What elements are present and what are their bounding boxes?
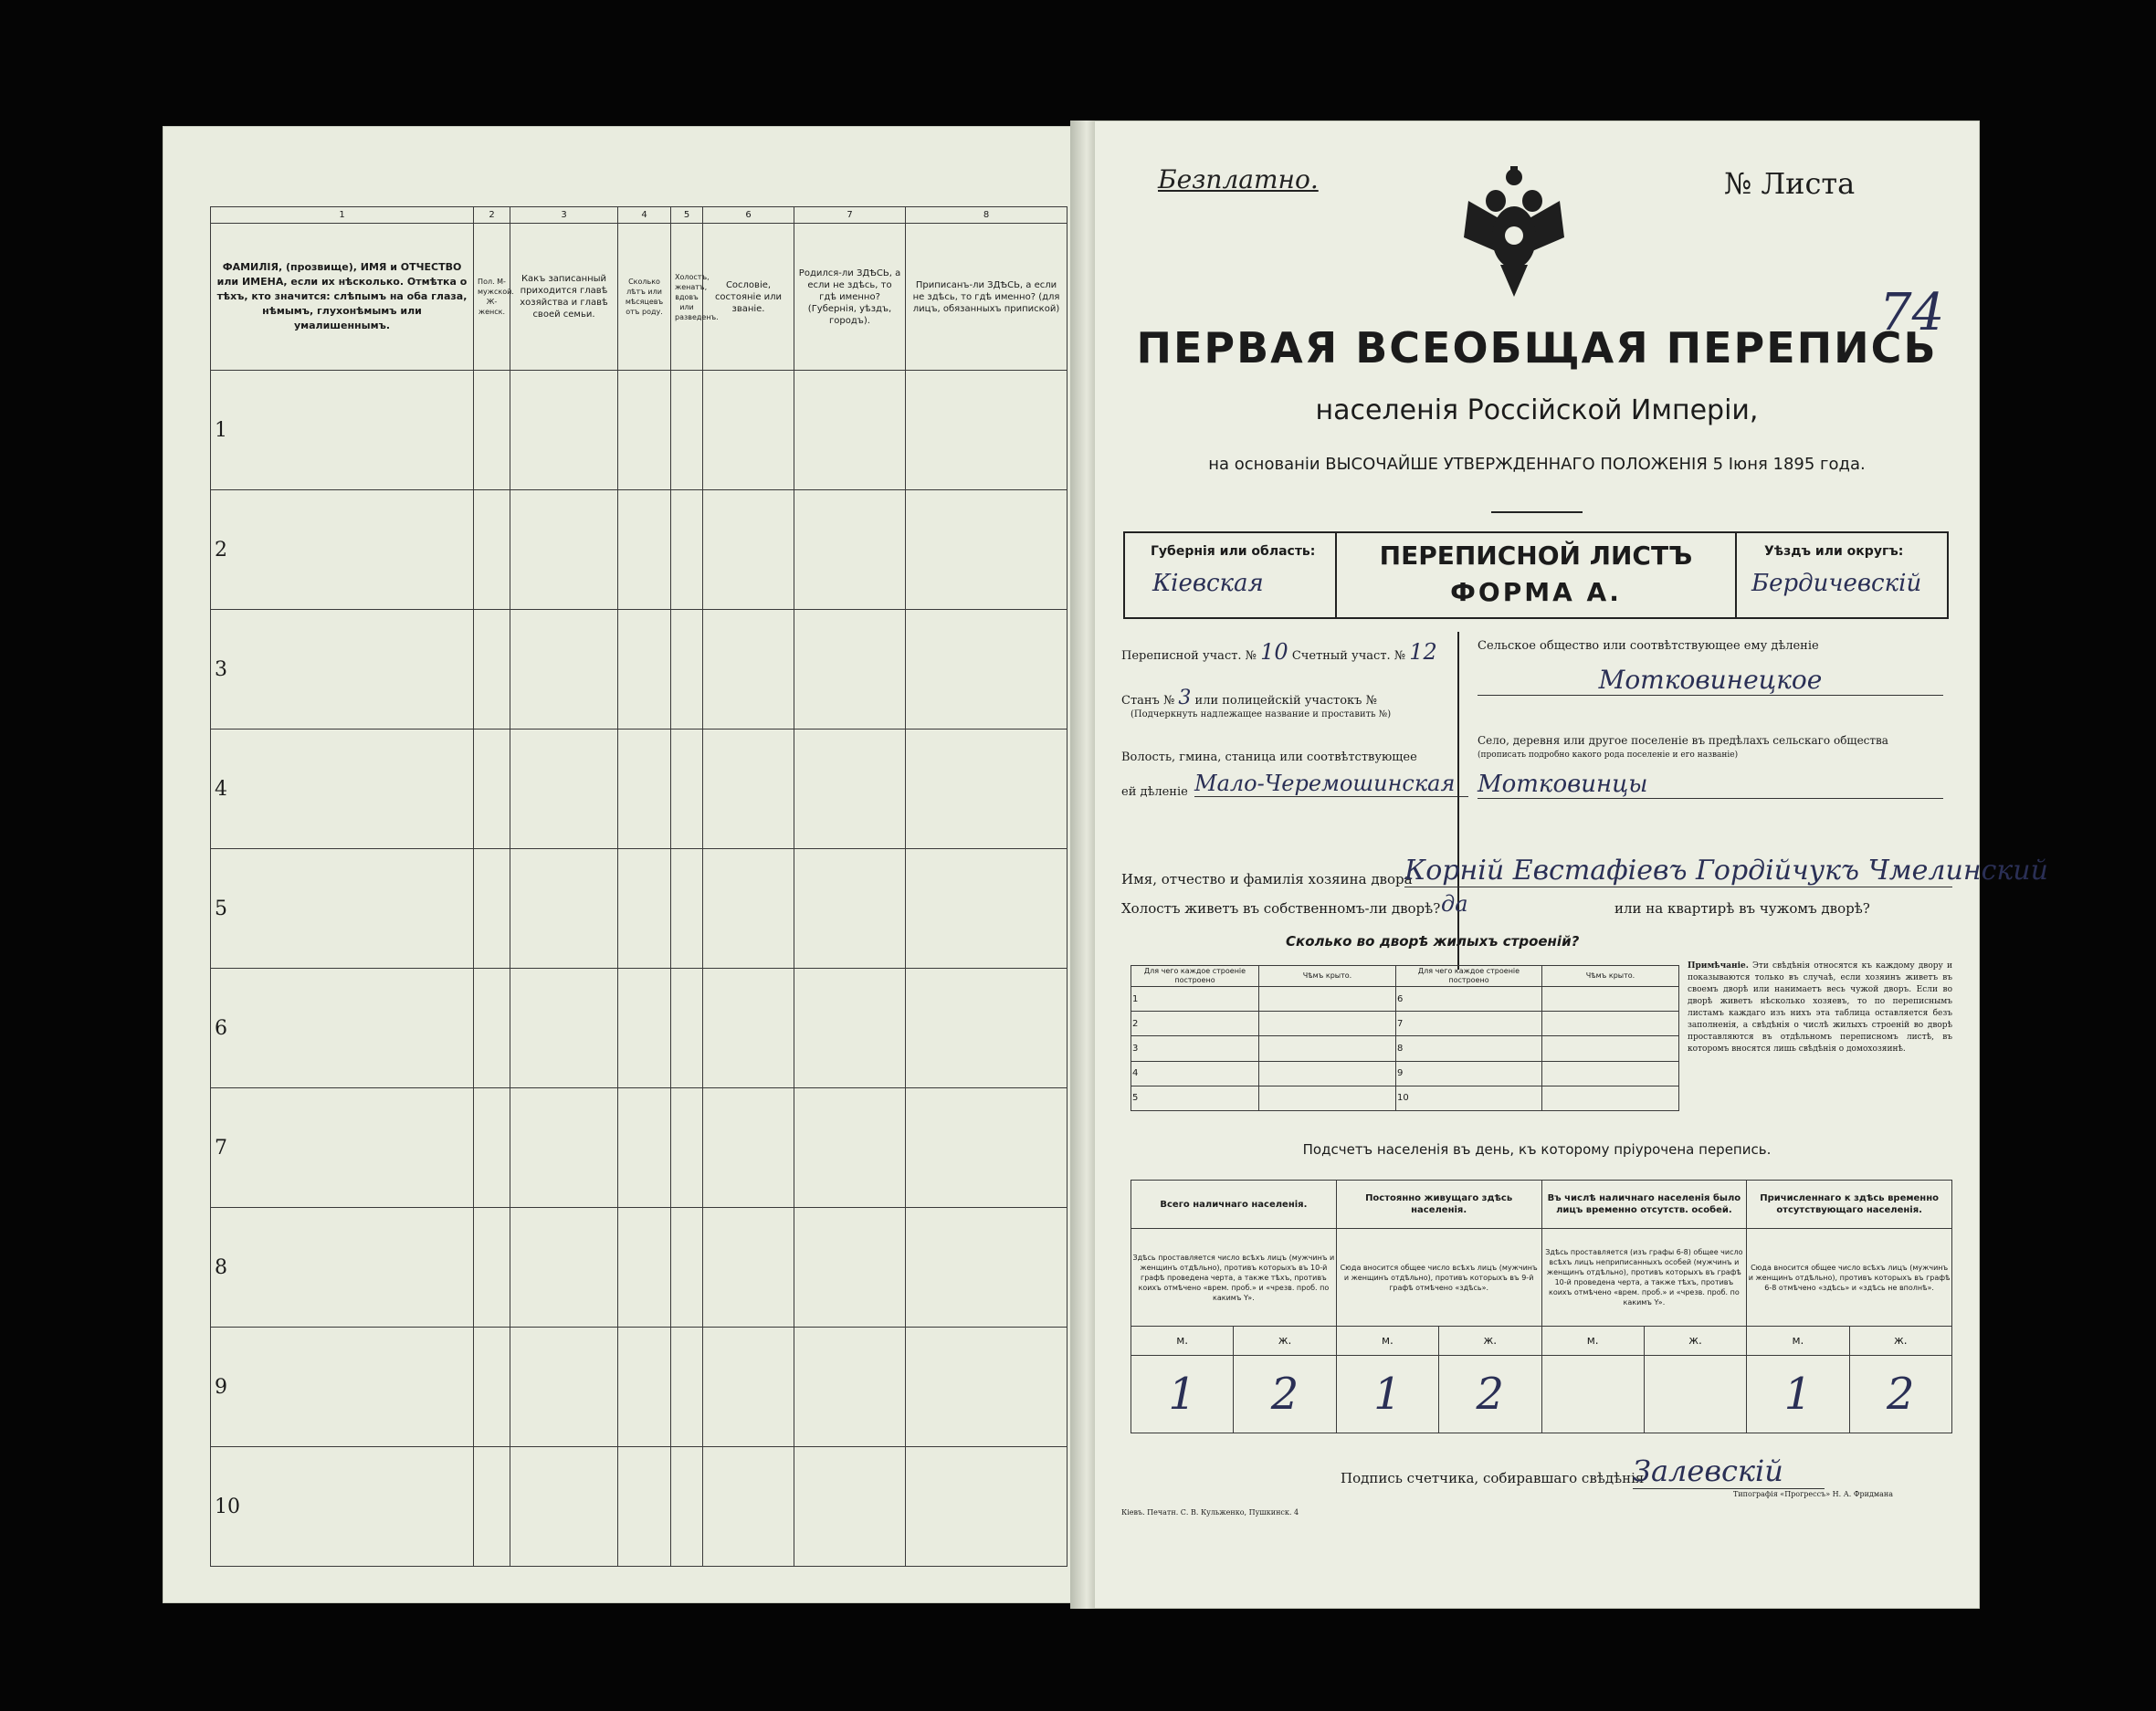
sheet-number-label: № Листа [1724,166,1856,201]
record-cell [794,1208,906,1328]
buildings-table [1131,965,1679,1111]
record-cell [510,1447,618,1567]
record-cell [474,1208,510,1328]
record-cell [510,1088,618,1208]
district-value: Бердичевскій [1751,570,1922,597]
count-value: 2 [1234,1355,1336,1433]
record-cell [618,1328,671,1447]
count-note: Сюда вносится общее число всѣхъ лицъ (мужчинъ и женщинъ отдѣльно), противъ которыхъ въ графѣ 6-8 отмѣчено «здѣсь» и «здѣсь не вполнѣ». [1747,1229,1952,1327]
building-number: 4 [1131,1061,1259,1086]
record-cell [703,1088,794,1208]
building-number: 9 [1396,1061,1542,1086]
police-note: (Подчеркнуть надлежащее название и проставить №) [1131,709,1392,719]
record-cell [671,730,703,849]
box-divider [1735,533,1737,617]
record-cell [618,730,671,849]
buildings-header-row [1131,966,1679,987]
record-cell [510,490,618,610]
record-cell [671,1447,703,1567]
row-number: 7 [211,1088,474,1208]
record-row [211,1088,1067,1208]
record-cell [618,490,671,610]
record-cell [474,490,510,610]
record-cell [474,610,510,730]
census-record-table [210,206,1067,1567]
record-cell [906,371,1067,490]
record-row [211,1208,1067,1328]
note-text: Эти свѣдѣнія относятся къ каждому двору и показываются только въ случаѣ, если хозяинъ живетъ въ своемъ дворѣ или нанимаетъ весь чужой дворъ. Если во дворѣ живетъ нѣсколько хозяевъ, то по переписнымъ листамъ каждаго изъ нихъ эта таблица оставляется безъ заполненія, а свѣдѣнія о числѣ жилыхъ строеній во дворѣ проставляются въ отдѣльномъ переписномъ листѣ, въ которомъ вносятся лишь свѣдѣнія о домохозяинѣ. [1688,961,1952,1054]
record-cell [474,371,510,490]
record-row [211,1328,1067,1447]
record-cell [906,610,1067,730]
camp-label: Станъ № [1121,694,1175,708]
buildings-row [1131,1012,1679,1036]
record-cell [618,1447,671,1567]
record-cell [794,969,906,1088]
record-row [211,371,1067,490]
row-number: 2 [211,490,474,610]
building-number: 8 [1396,1036,1542,1061]
village-value: Мотковинцы [1478,771,1943,799]
record-cell [618,1208,671,1328]
form-title: ПЕРЕПИСНОЙ ЛИСТЪ [1379,541,1693,571]
record-row [211,610,1067,730]
sex-label: ж. [1439,1326,1541,1355]
record-cell [510,1208,618,1328]
buildings-col-header: Для чего каждое строеніе построено [1131,966,1259,987]
count-value [1541,1355,1644,1433]
count-note-row [1131,1229,1952,1327]
record-cell [618,610,671,730]
header-box [1123,531,1949,619]
record-cell [794,1447,906,1567]
count-header: Въ числѣ наличнаго населенія было лицъ временно отсутств. особей. [1541,1181,1747,1229]
buildings-col-header: Чѣмъ крыто. [1542,966,1679,987]
counting-area-label: Счетный участ. № [1291,649,1406,663]
sex-label: ж. [1849,1326,1951,1355]
building-number: 7 [1396,1012,1542,1036]
record-row [211,1447,1067,1567]
record-rows [211,371,1067,1567]
count-value [1644,1355,1746,1433]
owner-label: Имя, отчество и фамилія хозяина двора [1121,871,1413,887]
record-cell [906,969,1067,1088]
sex-label: ж. [1644,1326,1746,1355]
count-header: Постоянно живущаго здѣсь населенія. [1336,1181,1541,1229]
count-title: Подсчетъ населенія въ день, къ которому пріурочена перепись. [1302,1141,1772,1158]
record-cell [703,490,794,610]
row-number: 10 [211,1447,474,1567]
record-cell [510,730,618,849]
buildings-row [1131,987,1679,1012]
record-cell [906,490,1067,610]
right-page [1094,121,2048,1609]
building-cell [1259,1012,1396,1036]
col-number: 6 [703,207,794,224]
count-value: 2 [1849,1355,1951,1433]
note-title: Примѣчаніе. [1688,961,1749,971]
record-cell [474,1447,510,1567]
count-value: 1 [1747,1355,1849,1433]
header-age: Сколько лѣтъ или мѣсяцевъ отъ роду. [618,224,671,371]
building-number: 2 [1131,1012,1259,1036]
building-cell [1542,987,1679,1012]
column-number-row [211,207,1067,224]
printer-right: Типографія «Прогрессъ» Н. А. Фридмана [1733,1490,1893,1498]
count-note: Сюда вносится общее число всѣхъ лицъ (мужчинъ и женщинъ отдѣльно), противъ которыхъ въ 9-й графѣ отмѣчено «здѣсь». [1336,1229,1541,1327]
row-number: 9 [211,1328,474,1447]
record-cell [703,969,794,1088]
census-area-field [1121,639,1478,665]
population-count-table [1131,1180,1952,1433]
volost-label: Волость, гмина, станица или соотвѣтствующее [1121,751,1417,764]
count-sex-row [1131,1326,1952,1355]
header-registration: Приписанъ-ли ЗДѢСЬ, а если не здѣсь, то гдѣ именно? (для лицъ, обязанныхъ припиской) [906,224,1067,371]
document-subtitle: населенія Россійской Имперіи, [1315,394,1759,426]
camp-value: 3 [1178,687,1192,709]
record-cell [794,371,906,490]
buildings-row [1131,1036,1679,1061]
counting-area-value: 12 [1409,639,1437,665]
count-header-row [1131,1181,1952,1229]
record-cell [618,371,671,490]
village-note: (прописать подробно какого рода поселеніе и его названіе) [1478,751,1739,760]
count-value: 2 [1439,1355,1541,1433]
building-cell [1542,1036,1679,1061]
record-cell [510,610,618,730]
header-name: ФАМИЛІЯ, (прозвище), ИМЯ и ОТЧЕСТВО или ИМЕНА, если их нѣсколько. Отмѣтка о тѣхъ, кто значится: слѣпымъ на оба глаза, нѣмымъ, глухонѣмымъ или умалишеннымъ. [211,224,474,371]
left-page [163,126,1087,1603]
own-yard-label: Холостъ живетъ въ собственномъ-ли дворѣ? [1121,900,1441,917]
building-cell [1542,1086,1679,1110]
province-label: Губернія или область: [1151,544,1316,559]
building-number: 3 [1131,1036,1259,1061]
census-area-value: 10 [1260,639,1288,665]
record-cell [906,1088,1067,1208]
signature-label: Подпись счетчика, собиравшаго свѣдѣнія [1341,1470,1645,1486]
village-label: Село, деревня или другое поселеніе въ предѣлахъ сельскаго общества [1478,734,1888,747]
col-number: 7 [794,207,906,224]
record-cell [671,610,703,730]
building-cell [1542,1012,1679,1036]
record-cell [671,1088,703,1208]
col-number: 4 [618,207,671,224]
rent-label: или на квартирѣ въ чужомъ дворѣ? [1614,900,1870,917]
record-cell [474,730,510,849]
sex-label: м. [1541,1326,1644,1355]
buildings-row [1131,1086,1679,1110]
record-cell [671,969,703,1088]
record-row [211,730,1067,849]
record-cell [906,849,1067,969]
signature-value: Залевскій [1633,1454,1825,1489]
column-header-row [211,224,1067,371]
buildings-question: Сколько во дворѣ жилыхъ строеній? [1286,933,1580,950]
count-value: 1 [1336,1355,1438,1433]
header-birthplace: Родился-ли ЗДѢСЬ, а если не здѣсь, то гдѣ именно? (Губернія, уѣздъ, городъ). [794,224,906,371]
record-cell [906,730,1067,849]
row-number: 6 [211,969,474,1088]
record-row [211,849,1067,969]
printer-left: Кіевъ. Печатн. С. В. Кульженко, Пушкинск. 4 [1121,1508,1299,1517]
header-estate: Сословіе, состояніе или званіе. [703,224,794,371]
sex-label: ж. [1234,1326,1336,1355]
ornament-divider [1491,511,1583,513]
record-cell [906,1447,1067,1567]
sex-label: м. [1336,1326,1438,1355]
record-cell [671,1208,703,1328]
record-cell [474,1328,510,1447]
record-cell [671,490,703,610]
building-cell [1259,1061,1396,1086]
document-title: ПЕРВАЯ ВСЕОБЩАЯ ПЕРЕПИСЬ [1136,323,1938,373]
record-cell [671,849,703,969]
record-cell [474,849,510,969]
record-cell [474,1088,510,1208]
legal-basis: на основаніи ВЫСОЧАЙШЕ УТВЕРЖДЕННАГО ПОЛОЖЕНІЯ 5 Іюня 1895 года. [1208,455,1866,474]
record-cell [703,1328,794,1447]
record-cell [703,730,794,849]
rural-value: Мотковинецкое [1478,665,1943,696]
record-cell [510,371,618,490]
district-label: Уѣздъ или округъ: [1764,544,1904,559]
header-marital: Холостъ, женатъ, вдовъ или разведенъ. [671,224,703,371]
building-cell [1259,987,1396,1012]
count-value: 1 [1131,1355,1234,1433]
volost-value: Мало-Черемошинская [1194,771,1468,797]
imperial-eagle-emblem [1459,164,1569,301]
record-cell [703,849,794,969]
record-row [211,490,1067,610]
record-cell [906,1208,1067,1328]
record-cell [618,969,671,1088]
building-cell [1259,1086,1396,1110]
record-cell [794,1328,906,1447]
form-subtitle: ФОРМА А. [1450,577,1622,607]
count-value-row [1131,1355,1952,1433]
building-number: 6 [1396,987,1542,1012]
record-cell [703,371,794,490]
building-number: 1 [1131,987,1259,1012]
record-cell [474,969,510,1088]
count-header: Всего наличнаго населенія. [1131,1181,1337,1229]
row-number: 1 [211,371,474,490]
header-relation: Какъ записанный приходится главѣ хозяйства и главѣ своей семьи. [510,224,618,371]
col-number: 3 [510,207,618,224]
record-row [211,969,1067,1088]
buildings-col-header: Для чего каждое строеніе построено [1396,966,1542,987]
record-cell [703,1447,794,1567]
record-cell [794,610,906,730]
sex-label: м. [1747,1326,1849,1355]
buildings-note [1688,960,1952,1055]
record-cell [794,490,906,610]
record-cell [703,610,794,730]
rural-label: Сельское общество или соотвѣтствующее ему дѣленіе [1478,639,1819,653]
count-note: Здѣсь проставляется число всѣхъ лицъ (мужчинъ и женщинъ отдѣльно), противъ которыхъ въ 10-й графѣ проведена черта, а также тѣхъ, противъ коихъ отмѣчено «врем. проб.» и «чрезв. проб. по какимъ Y». [1131,1229,1337,1327]
camp-field [1121,687,1478,709]
col-number: 2 [474,207,510,224]
count-header: Причисленнаго к здѣсь временно отсутствующаго населенія. [1747,1181,1952,1229]
record-cell [794,1088,906,1208]
header-sex: Пол. М-мужской. Ж-женск. [474,224,510,371]
record-cell [794,730,906,849]
census-area-label: Переписной участ. № [1121,649,1257,663]
row-number: 8 [211,1208,474,1328]
buildings-col-header: Чѣмъ крыто. [1259,966,1396,987]
record-cell [671,1328,703,1447]
record-cell [618,849,671,969]
own-yard-value: да [1441,891,1468,917]
sheet-number-value: 74 [1879,283,1945,342]
record-cell [703,1208,794,1328]
col-number: 8 [906,207,1067,224]
record-cell [510,969,618,1088]
record-cell [510,1328,618,1447]
record-cell [794,849,906,969]
row-number: 3 [211,610,474,730]
sex-label: м. [1131,1326,1234,1355]
record-cell [671,371,703,490]
building-cell [1542,1061,1679,1086]
record-cell [510,849,618,969]
province-value: Кіевская [1152,570,1264,597]
count-note: Здѣсь проставляется (изъ графы 6-8) общее число всѣхъ лицъ неприписанныхъ особей (мужчинъ и женщинъ отдѣльно), противъ которыхъ въ графѣ 10-й проведена черта, а также тѣхъ, противъ коихъ отмѣчено «врем. проб.» и «чрезв. проб. по какимъ Y». [1541,1229,1747,1327]
row-number: 4 [211,730,474,849]
row-number: 5 [211,849,474,969]
col-number: 5 [671,207,703,224]
building-number: 5 [1131,1086,1259,1110]
free-label: Безплатно. [1158,164,1319,194]
record-cell [618,1088,671,1208]
buildings-row [1131,1061,1679,1086]
building-cell [1259,1036,1396,1061]
building-number: 10 [1396,1086,1542,1110]
owner-value: Корній Евстафіевъ Гордійчукъ Чмелинский [1404,855,2048,887]
location-divider [1457,632,1459,970]
police-label: или полицейскій участокъ № [1194,694,1377,708]
volost-label-2: ей дѣленіе [1121,785,1188,799]
record-cell [906,1328,1067,1447]
col-number: 1 [211,207,474,224]
